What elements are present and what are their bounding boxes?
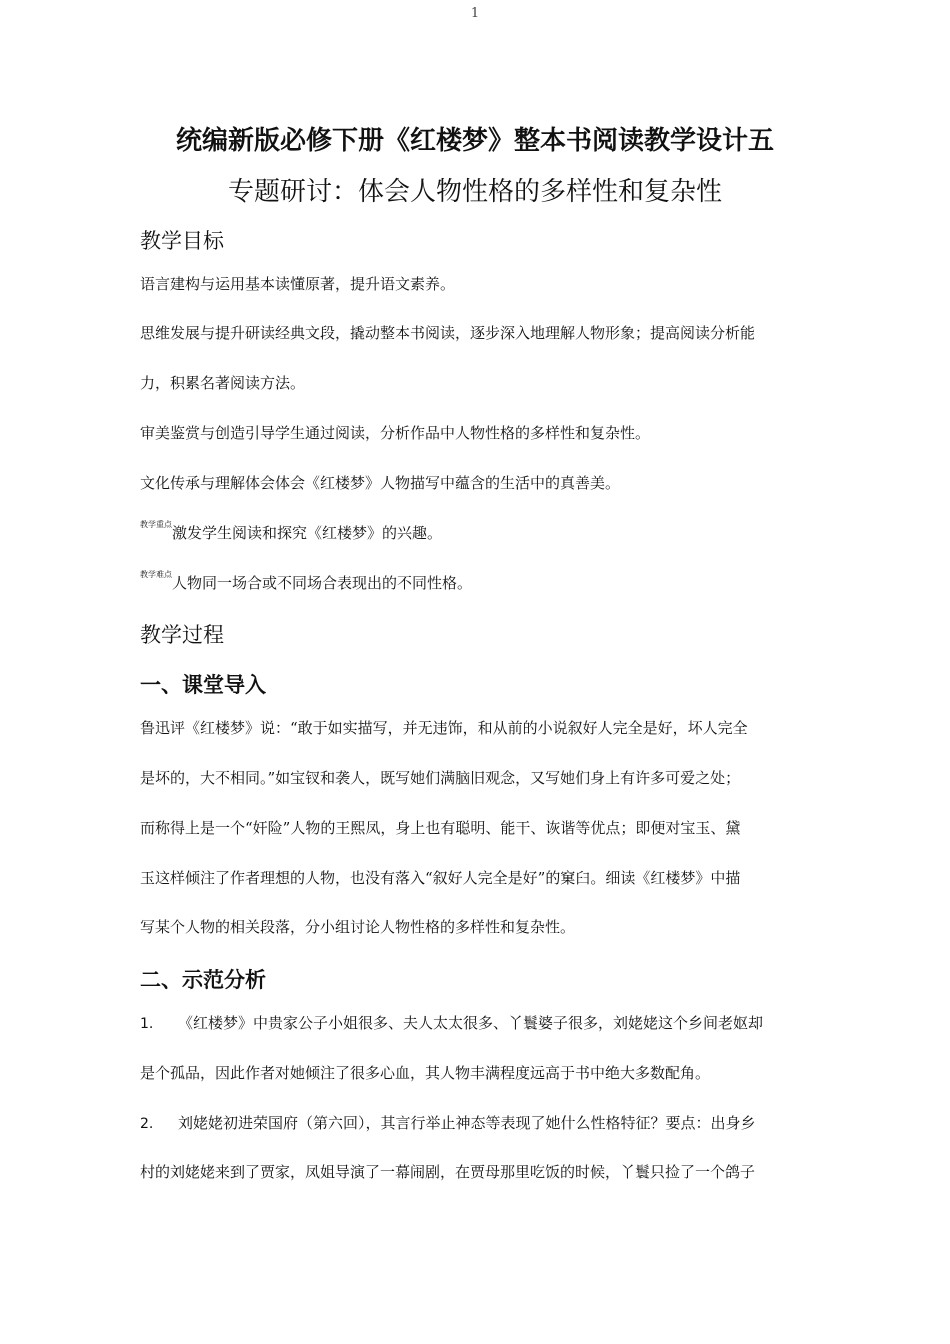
key-point	[140, 522, 442, 543]
section1-line: 是坏的，大不相同。”如宝钗和袭人，既写她们满脑旧观念，又写她们身上有许多可爱之处；	[140, 769, 741, 787]
difficulty-tag: 教学难点	[140, 570, 172, 579]
section2-heading: 二、示范分析	[140, 968, 266, 992]
list-item	[140, 1112, 756, 1133]
page-number: 1	[470, 6, 480, 21]
goals-heading: 教学目标	[140, 229, 224, 253]
list-item-text: 刘姥姥初进荣国府（第六回），其言行举止神态等表现了她什么性格特征？要点：出身乡	[178, 1114, 756, 1132]
document-title: 统编新版必修下册《红楼梦》整本书阅读教学设计五	[175, 126, 774, 156]
difficulty-text: 人物同一场合或不同场合表现出的不同性格。	[172, 574, 473, 592]
list-item	[140, 1012, 763, 1033]
goal-line: 力，积累名著阅读方法。	[140, 374, 306, 392]
list-item-text: 《红楼梦》中贵家公子小姐很多、夫人太太很多、丫鬟婆子很多，刘姥姥这个乡间老妪却	[178, 1014, 764, 1032]
difficulty-point	[140, 572, 472, 593]
section1-heading: 一、课堂导入	[140, 673, 266, 697]
goal-line: 文化传承与理解体会体会《红楼梦》人物描写中蕴含的生活中的真善美。	[140, 474, 621, 492]
goal-line: 语言建构与运用基本读懂原著，提升语文素养。	[140, 275, 456, 293]
section1-line: 而称得上是一个“奸险”人物的王熙凤，身上也有聪明、能干、诙谐等优点；即便对宝玉、黛	[140, 819, 741, 837]
list-item-continuation: 村的刘姥姥来到了贾家，凤姐导演了一幕闹剧，在贾母那里吃饭的时候，丫鬟只捡了一个鸽子	[140, 1163, 756, 1181]
section1-line: 鲁迅评《红楼梦》说：“敢于如实描写，并无违饰，和从前的小说叙好人完全是好，坏人完全	[140, 719, 748, 737]
list-item-number: 1.	[140, 1016, 154, 1032]
list-item-number: 2.	[140, 1116, 154, 1132]
key-point-text: 激发学生阅读和探究《红楼梦》的兴趣。	[172, 524, 443, 542]
document-subtitle: 专题研讨：体会人物性格的多样性和复杂性	[227, 177, 722, 207]
goal-line: 审美鉴赏与创造引导学生通过阅读，分析作品中人物性格的多样性和复杂性。	[140, 424, 651, 442]
section1-line: 写某个人物的相关段落，分小组讨论人物性格的多样性和复杂性。	[140, 918, 576, 936]
goal-line: 思维发展与提升研读经典文段，撬动整本书阅读，逐步深入地理解人物形象；提高阅读分析能	[140, 324, 756, 342]
process-heading: 教学过程	[140, 623, 224, 647]
list-item-continuation: 是个孤品，因此作者对她倾注了很多心血，其人物丰满程度远高于书中绝大多数配角。	[140, 1064, 711, 1082]
section1-line: 玉这样倾注了作者理想的人物，也没有落入“叙好人完全是好”的窠臼。细读《红楼梦》中描	[140, 869, 741, 887]
key-point-tag: 教学重点	[140, 520, 172, 529]
